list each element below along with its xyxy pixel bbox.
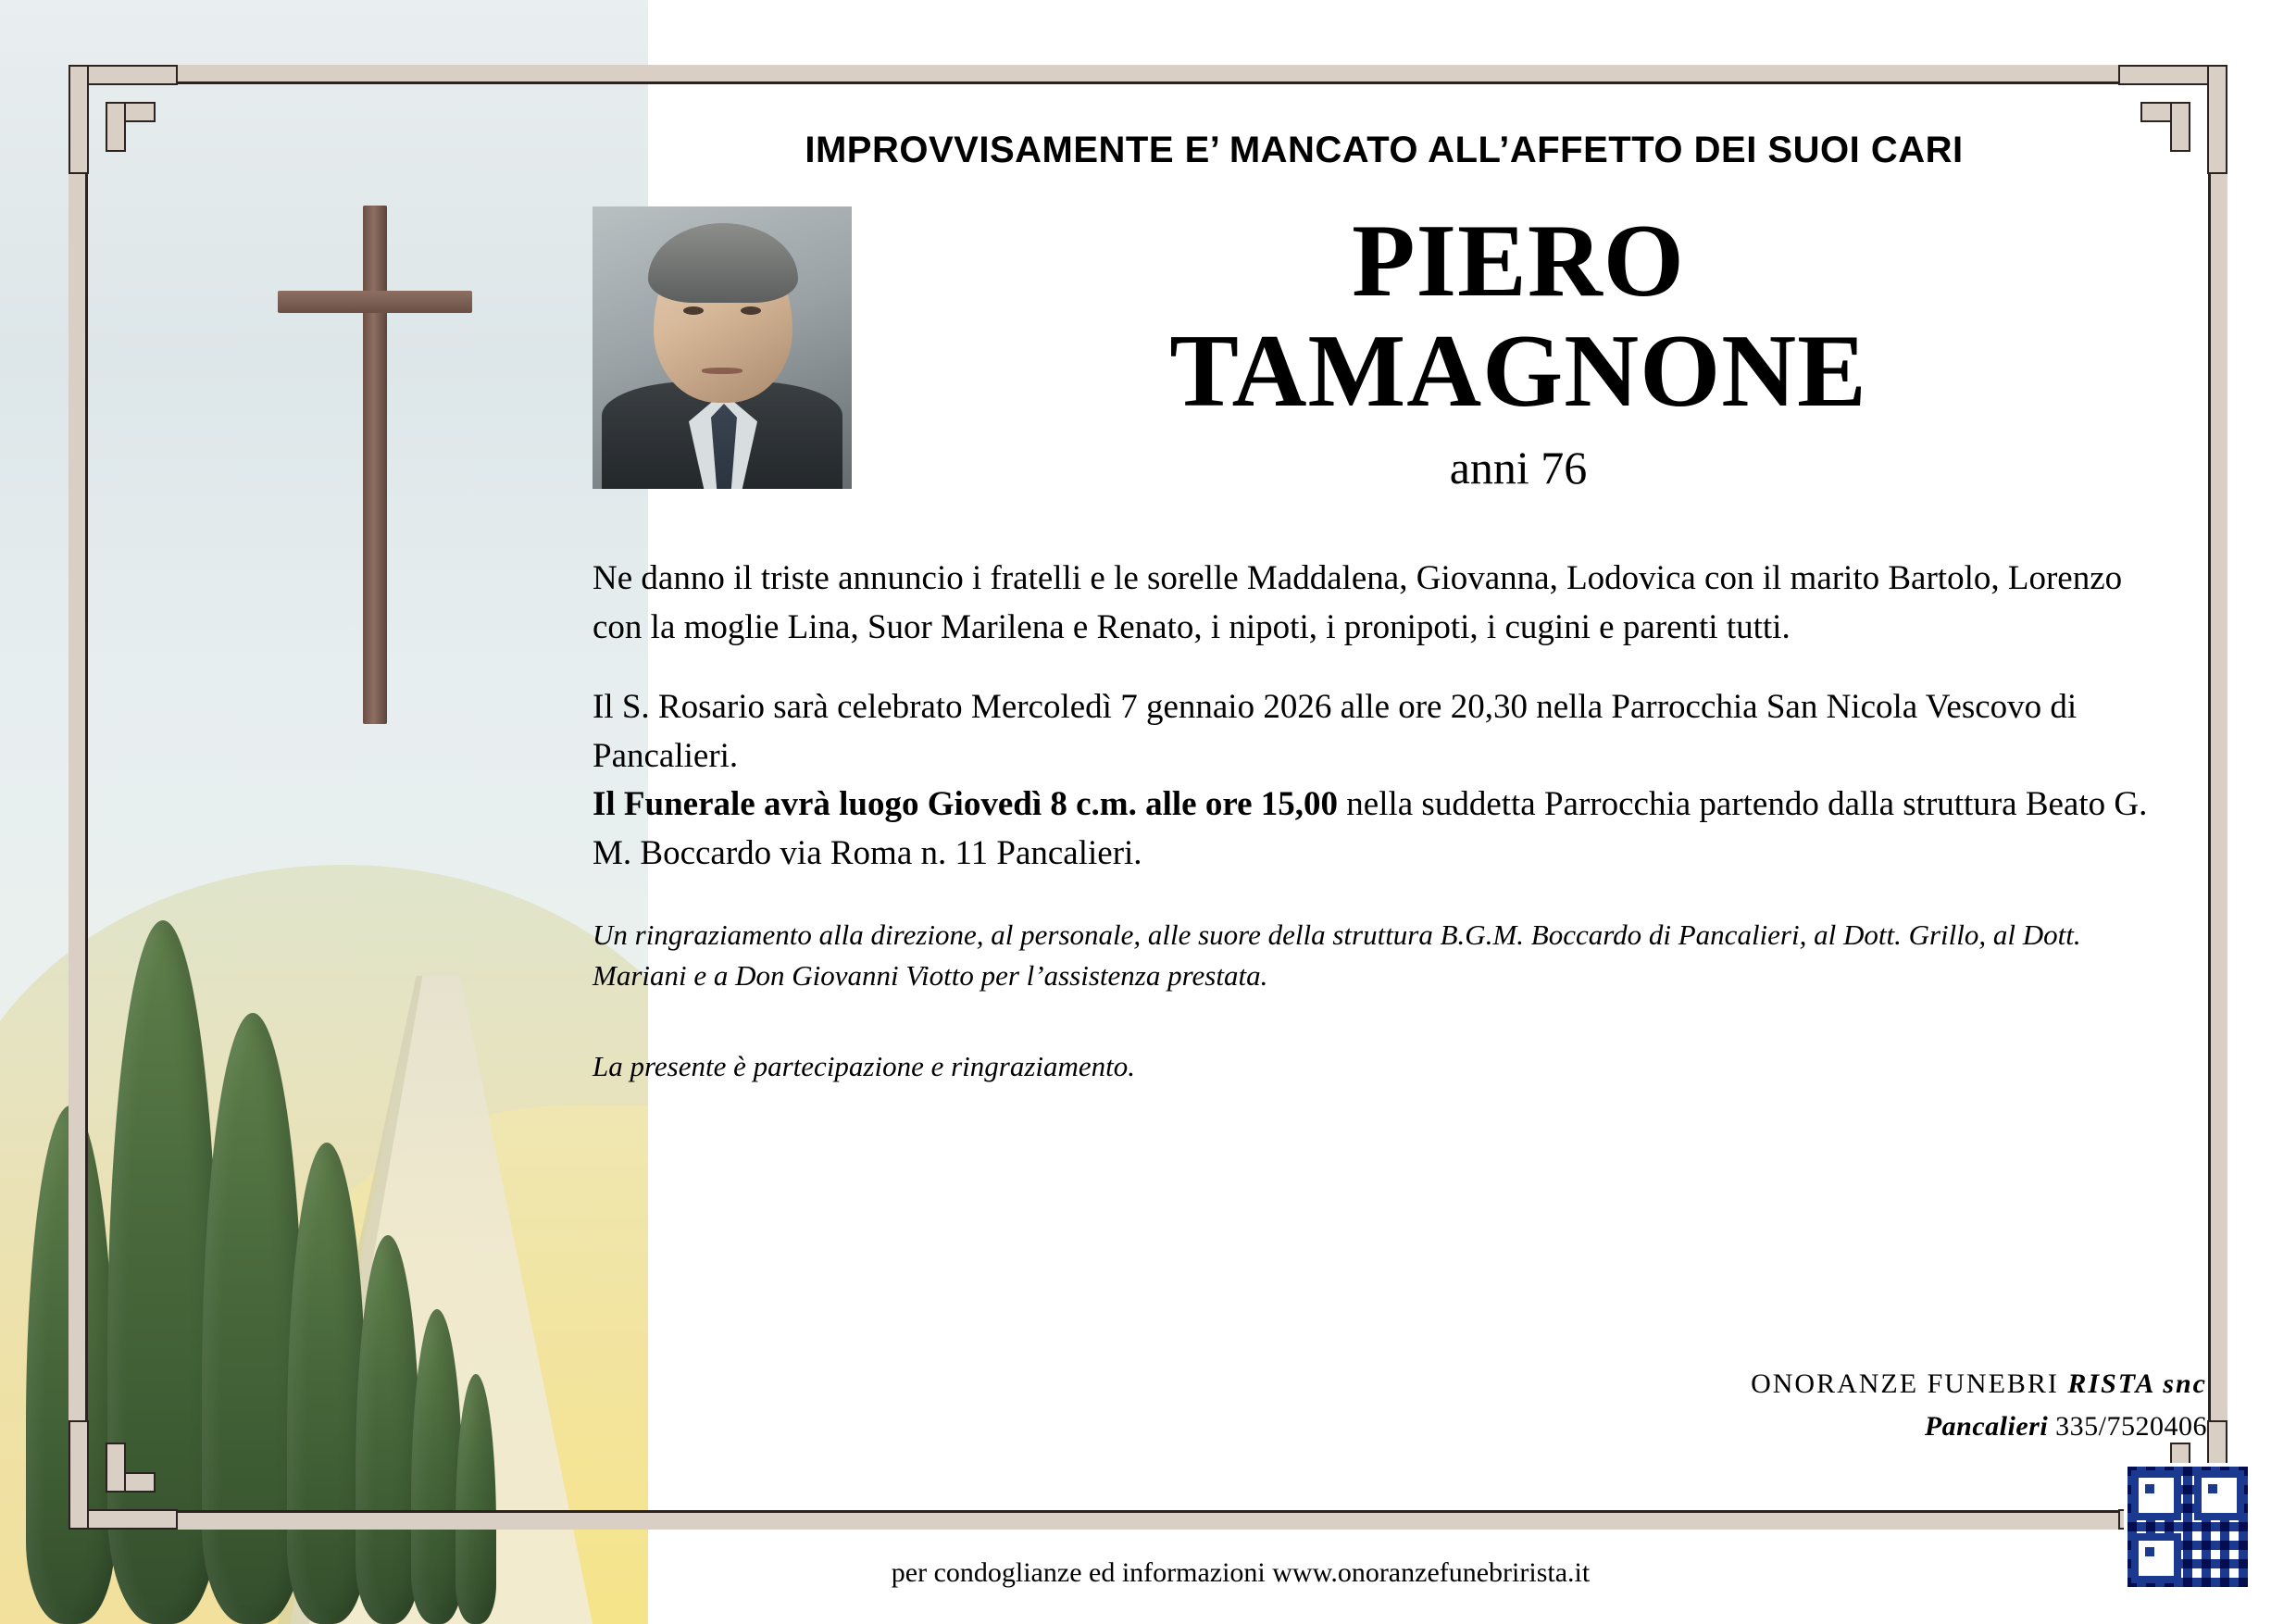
cypress-landscape-illustration	[0, 0, 648, 1624]
thanks-paragraph: Un ringraziamento alla direzione, al personale, alle suore della struttura B.G.M. Boccardo di Pancalieri, al Dott. Grillo, al Dott. Mariani e a Don Giovanni Viotto per l’assistenza prestata.	[593, 918, 2081, 993]
age: anni 76	[1449, 442, 1588, 494]
body-text	[593, 555, 2166, 878]
funeral-bold: Il Funerale avrà luogo Giovedì 8 c.m. alle ore 15,00	[593, 785, 1339, 824]
portrait-photo	[593, 206, 852, 489]
first-name: PIERO	[1352, 204, 1685, 319]
deceased-name-block	[870, 206, 2166, 494]
funeral-agency-block	[1751, 1368, 2207, 1443]
funeral-rest: nella suddetta Parrocchia partendo dalla struttura Beato G. M. Boccardo via Roma n. 11 Pancalieri.	[593, 785, 2148, 872]
agency-line	[1751, 1368, 2207, 1400]
agency-town: Pancalieri	[1924, 1411, 2049, 1442]
funeral-paragraph	[593, 781, 2166, 878]
present-note: La presente è partecipazione e ringraziamento.	[593, 1050, 1136, 1083]
agency-contact	[1751, 1411, 2207, 1443]
announcement-content	[593, 130, 2166, 1083]
rosary-paragraph: Il S. Rosario sarà celebrato Mercoledì 7 gennaio 2026 alle ore 20,30 nella Parrocchia San Nicola Vescovo di Pancalieri.	[593, 688, 2078, 775]
clouds	[0, 56, 648, 630]
agency-label: ONORANZE FUNEBRI	[1751, 1368, 2059, 1399]
footer	[0, 1557, 2296, 1589]
last-name: TAMAGNONE	[1169, 313, 1867, 429]
footer-text: per condoglianze ed informazioni www.onoranzefunebrirista.it	[891, 1557, 1591, 1588]
family-paragraph: Ne danno il triste annuncio i fratelli e le sorelle Maddalena, Giovanna, Lodovica con il marito Bartolo, Lorenzo con la moglie Lina, Suor Marilena e Renato, i nipoti, i pronipoti, i cugini e parenti tutti.	[593, 559, 2123, 646]
portrait-and-name	[593, 206, 2166, 512]
agency-name: RISTA snc	[2067, 1368, 2207, 1399]
headline: IMPROVVISAMENTE E’ MANCATO ALL’AFFETTO DEI SUOI CARI	[805, 130, 1964, 170]
agency-phone: 335/7520406	[2055, 1411, 2207, 1442]
